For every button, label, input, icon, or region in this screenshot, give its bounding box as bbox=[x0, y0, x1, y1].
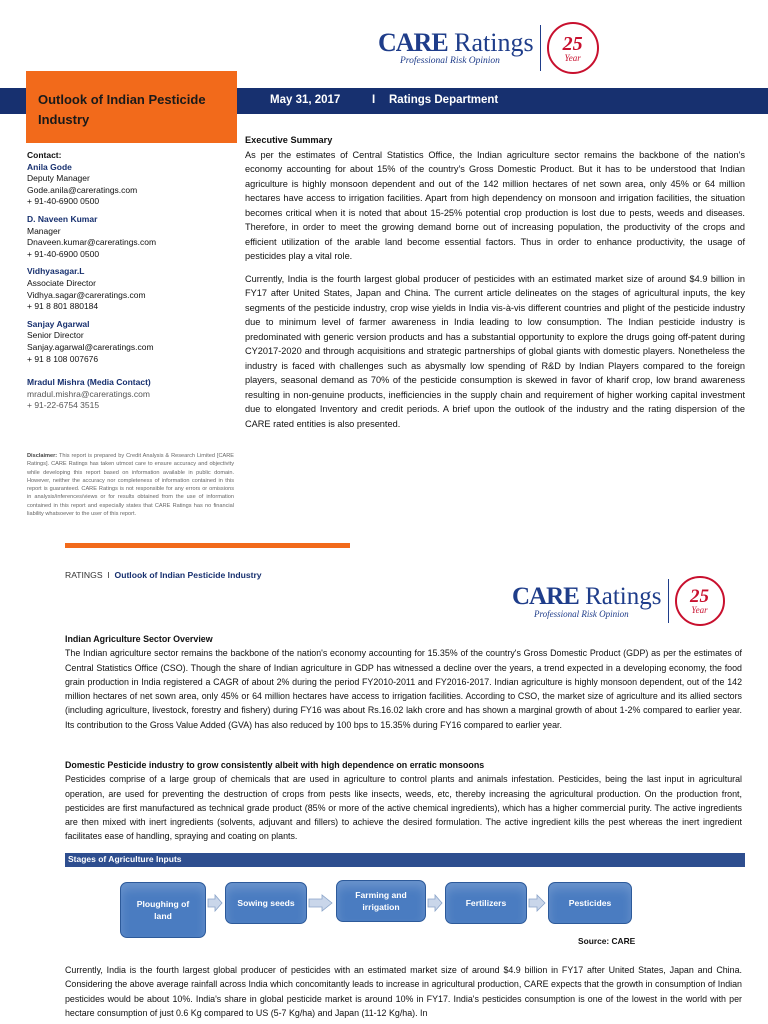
report-date: May 31, 2017 bbox=[270, 94, 341, 106]
stage-box-fertilizers bbox=[445, 882, 527, 924]
contact-name: Anila Gode bbox=[27, 161, 72, 172]
disclaimer-label: Disclaimer: bbox=[27, 453, 58, 459]
arrow-icon bbox=[428, 895, 442, 911]
contact-phone: + 91 8 108 007676 bbox=[27, 353, 99, 364]
brand-ratings: Ratings bbox=[585, 582, 662, 610]
contact-sidebar bbox=[27, 150, 237, 418]
brand-care: CARE bbox=[512, 582, 579, 610]
domestic-heading: Domestic Pesticide industry to grow consistently albeit with high dependence on erratic monsoons bbox=[65, 760, 485, 770]
media-contact-name: Mradul Mishra (Media Contact) bbox=[27, 377, 151, 388]
contact-email[interactable]: Dnaveen.kumar@careratings.com bbox=[27, 237, 157, 248]
contact-phone: + 91-40-6900 0500 bbox=[27, 196, 100, 207]
contact-label: Contact: bbox=[27, 150, 62, 160]
contact-card bbox=[27, 214, 237, 260]
stages-heading: Stages of Agriculture Inputs bbox=[68, 854, 182, 864]
care-ratings-logo-page2 bbox=[512, 576, 725, 626]
contact-role: Manager bbox=[27, 225, 61, 236]
domestic-section bbox=[65, 758, 742, 844]
contact-role: Deputy Manager bbox=[27, 173, 90, 184]
header-separator: I bbox=[372, 94, 376, 106]
contact-email[interactable]: Gode.anila@careratings.com bbox=[27, 184, 138, 195]
contact-email[interactable]: Vidhya.sagar@careratings.com bbox=[27, 289, 146, 300]
stage-label: Pesticides bbox=[568, 898, 612, 908]
overview-section bbox=[65, 632, 742, 732]
care-ratings-logo-top bbox=[378, 22, 599, 74]
contact-card bbox=[27, 319, 237, 365]
media-contact-card bbox=[27, 377, 237, 412]
running-head-separator: I bbox=[107, 570, 110, 580]
contact-role: Associate Director bbox=[27, 277, 96, 288]
running-head-title: Outlook of Indian Pesticide Industry bbox=[114, 570, 262, 580]
anniversary-seal bbox=[675, 576, 725, 626]
stage-label: Ploughing of land bbox=[136, 899, 190, 921]
stage-label: Sowing seeds bbox=[237, 898, 295, 908]
anniversary-seal bbox=[547, 22, 599, 74]
brand-care: CARE bbox=[378, 28, 448, 57]
stages-heading-bar bbox=[65, 853, 745, 867]
bottom-paragraph: Currently, India is the fourth largest global producer of pesticides with an estimated market size of around $4.9 billion in FY17 after United States, Japan and China. Considering the above average rainfall across India which concomitantly leads to increase in agricultural production, CARE expects that the growth in consumption of Indian pesticides would be about 10%. India's share in global pesticide market is around 10% in FY17. India's pesticides consumption is one of the lowest in the world with per hectare consumption of just 0.6 Kg compared to US (5-7 Kg/ha) and Japan (11-12 Kg/ha). In bbox=[65, 965, 742, 1018]
arrow-icon bbox=[529, 895, 545, 911]
disclaimer bbox=[27, 452, 234, 518]
arrow-icon bbox=[208, 895, 222, 911]
diagram-source: Source: CARE bbox=[578, 936, 636, 946]
domestic-text: Pesticides comprise of a large group of chemicals that are used in agriculture to control plants and animals infestation. Pesticides, being the last input in agricultural operation, are used for preventing the destruction of crops from pests like insects, weeds, etc, thereby increasing the agricultural production. On the production front, pesticides are first manufactured as technical grade product (85% or more of the active chemical ingredients), which has a higher commercial purity. The active ingredients are then mixed with inert ingredients (solvents, adjuvant and fillers) to achieve the desired formulation. The active ingredient kills the pest whereas the inert ingredient facilitates ease of handling, spraying and coating on plants. bbox=[65, 774, 742, 842]
report-title: Outlook of Indian Pesticide Industry bbox=[38, 92, 206, 127]
contact-phone: + 91-40-6900 0500 bbox=[27, 248, 100, 259]
brand-tagline: Professional Risk Opinion bbox=[534, 608, 629, 619]
executive-summary bbox=[245, 133, 745, 437]
media-contact-email[interactable]: mradul.mishra@careratings.com bbox=[27, 388, 150, 399]
seal-year: Year bbox=[564, 52, 581, 63]
running-head bbox=[65, 570, 262, 580]
stage-box-ploughing bbox=[120, 882, 206, 938]
stage-box-sowing bbox=[225, 882, 307, 924]
contact-role: Senior Director bbox=[27, 330, 84, 341]
stage-box-pesticides bbox=[548, 882, 632, 924]
seal-number: 25 bbox=[690, 586, 709, 607]
brand-tagline: Professional Risk Opinion bbox=[400, 56, 500, 66]
contact-name: Vidhyasagar.L bbox=[27, 266, 85, 277]
contact-email[interactable]: Sanjay.agarwal@careratings.com bbox=[27, 341, 154, 352]
contact-card bbox=[27, 266, 237, 312]
summary-paragraph: Currently, India is the fourth largest global producer of pesticides with an estimated market size of around $4.9 billion in FY17 after United States, Japan and China. The current article delineates on the stages of agricultural inputs, the key segments of the pesticide industry, crop wise yields in India vis-à-vis different countries and plight of the pesticide industry due to minimum level of farmer awareness in India leading to low consumption. The Indian pesticide industry is predominated with generic version products and has a substantial opportunity to explore the drugs going off-patent during CY2017-2020 and through acquisitions and strategic partnerships of global giants with domestic players. Nonetheless the industry is faced with challenges such as abysmally low spending of R&D by Indian Players compared to the foreign players, seasonal demand as 70% of the pesticide consumption is skewed in favor of kharif crop, low brand awareness resulting in non-genuine products, inefficiencies in the supply chain and requirement of higher working capital investment due to elongated Inventory and credit periods. A brief upon the outlook of the industry and the rating dispersion of the CARE rated entities is also presented. bbox=[245, 273, 745, 429]
contact-card bbox=[27, 162, 237, 208]
summary-paragraph: As per the estimates of Central Statistics Office, the Indian agriculture sector remains the backbone of the nation's economy accounting for about 15% of the country's Gross Domestic Product. But it has to be understood that Indian agriculture is highly monsoon dependent and out of the 142 million hectares of net sown area, only 45% or 64 million hectares have access to irrigation facilities. Apart from high dependency on monsoon and irrigation facilities, the situation becomes critical when it is noted that about 15-25% potential crop production is lost due to pests, weeds and diseases. Therefore, in order to meet the growing demand borne out of increasing population, the productivity of the crops and efficient utilization of the arable land become essential factors. Thus in order to enhance productivity, the usage of pesticides play a vital role. bbox=[245, 149, 745, 261]
overview-heading: Indian Agriculture Sector Overview bbox=[65, 634, 213, 644]
stage-label: Farming and irrigation bbox=[355, 890, 407, 912]
department: Ratings Department bbox=[389, 94, 499, 106]
arrow-icon bbox=[309, 895, 332, 911]
stage-box-farming bbox=[336, 880, 426, 922]
brand-ratings: Ratings bbox=[454, 28, 534, 57]
running-head-prefix: RATINGS bbox=[65, 570, 103, 580]
title-box bbox=[26, 71, 237, 143]
executive-summary-heading: Executive Summary bbox=[245, 135, 333, 145]
overview-text: The Indian agriculture sector remains the backbone of the nation's economy accounting for 15.35% of the country's Gross Domestic Product (GDP) as per the estimates of Central Statistics Office (CSO). Though the share of Indian agriculture in GDP has witnessed a decline over the years, a trend expected in a developing economy, the food grain production in India registered a CAGR of about 2% during the period FY2010-2011 and FY2016-2017. Indian agriculture is highly monsoon dependent, out of the 142 million hectares of net sown area, only 45% or 64 million hectares have access to irrigation facilities. According to CSO, the market size of agriculture and its allied sectors (including agriculture, livestock, forestry and fishery) during FY16 was about Rs.16.02 lakh crore and has shown a marginal growth of about 1-2% compared to earlier year. Its contribution to the Gross Value Added (GVA) has also reduced by 100 bps to 15.35% during FY16 compared to earlier year. bbox=[65, 648, 742, 730]
contact-name: Sanjay Agarwal bbox=[27, 318, 90, 329]
contact-name: D. Naveen Kumar bbox=[27, 213, 98, 224]
media-contact-phone: + 91-22-6754 3515 bbox=[27, 400, 100, 411]
disclaimer-text: This report is prepared by Credit Analysis & Research Limited [CARE Ratings]. CARE Ratings has taken utmost care to ensure accuracy and objectivity while developing this report based on information available in public domain. However, neither the accuracy nor completeness of information contained in this report is guaranteed. CARE Ratings is not responsible for any errors or omissions in analysis/inferences/views or for results obtained from the use of information contained in this report and especially states that CARE Ratings has no financial liability whatsoever to the user of this report. bbox=[27, 453, 234, 517]
seal-number: 25 bbox=[562, 32, 583, 55]
contact-phone: + 91 8 801 880184 bbox=[27, 301, 99, 312]
stage-label: Fertilizers bbox=[465, 898, 507, 908]
page-divider bbox=[65, 543, 350, 548]
seal-year: Year bbox=[691, 605, 708, 615]
